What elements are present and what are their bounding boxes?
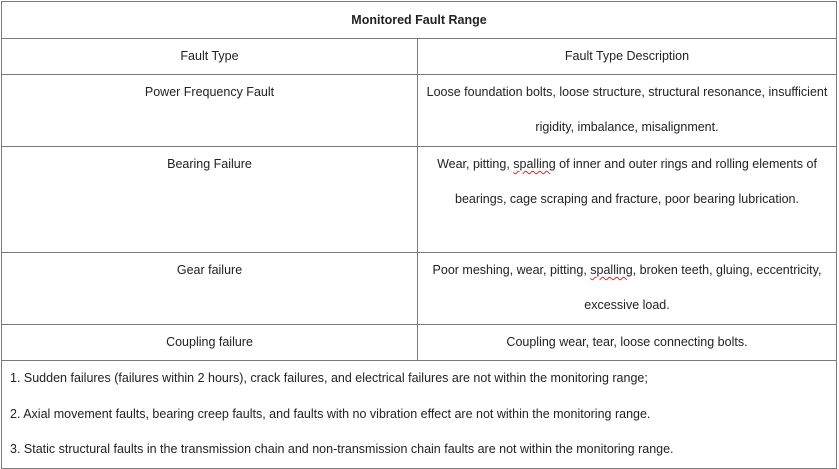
note-item: 2. Axial movement faults, bearing creep faults, and faults with no vibration effect are not within the monitoring range. [10, 406, 651, 421]
description-text: of inner and outer rings and rolling elements of bearings, cage scraping and fracture, poor bearing lubrication. [455, 157, 817, 206]
spellcheck-flagged-word: spalling [590, 263, 633, 277]
fault-type-cell: Bearing Failure [2, 147, 418, 253]
table-title: Monitored Fault Range [2, 2, 837, 39]
description-text: Wear, pitting, [437, 157, 514, 171]
fault-description-cell: Loose foundation bolts, loose structure, structural resonance, insufficient rigidity, imbalance, misalignment. [418, 75, 837, 147]
table-row [2, 325, 837, 361]
fault-type-cell: Power Frequency Fault [2, 75, 418, 147]
description-text: , broken teeth, gluing, eccentricity, excessive load. [584, 263, 822, 312]
note-item: 3. Static structural faults in the transmission chain and non-transmission chain faults are not within the monitoring range. [10, 442, 674, 456]
table-title-row [2, 2, 837, 39]
table-header-row [2, 39, 837, 75]
table-row [2, 75, 837, 147]
fault-description-cell [418, 253, 837, 325]
spellcheck-flagged-word: spalling [513, 157, 556, 171]
table-row [2, 147, 837, 253]
fault-description-cell [418, 147, 837, 253]
fault-type-cell: Coupling failure [2, 325, 418, 361]
header-fault-type: Fault Type [2, 39, 418, 75]
notes-row [2, 361, 837, 469]
header-description: Fault Type Description [418, 39, 837, 75]
note-item: 1. Sudden failures (failures within 2 hours), crack failures, and electrical failures are not within the monitoring range; [10, 371, 648, 385]
fault-type-cell: Gear failure [2, 253, 418, 325]
table-row [2, 253, 837, 325]
fault-description-cell: Coupling wear, tear, loose connecting bolts. [418, 325, 837, 361]
notes-cell [2, 361, 837, 469]
description-text: Poor meshing, wear, pitting, [432, 263, 591, 277]
fault-range-table [1, 1, 837, 469]
